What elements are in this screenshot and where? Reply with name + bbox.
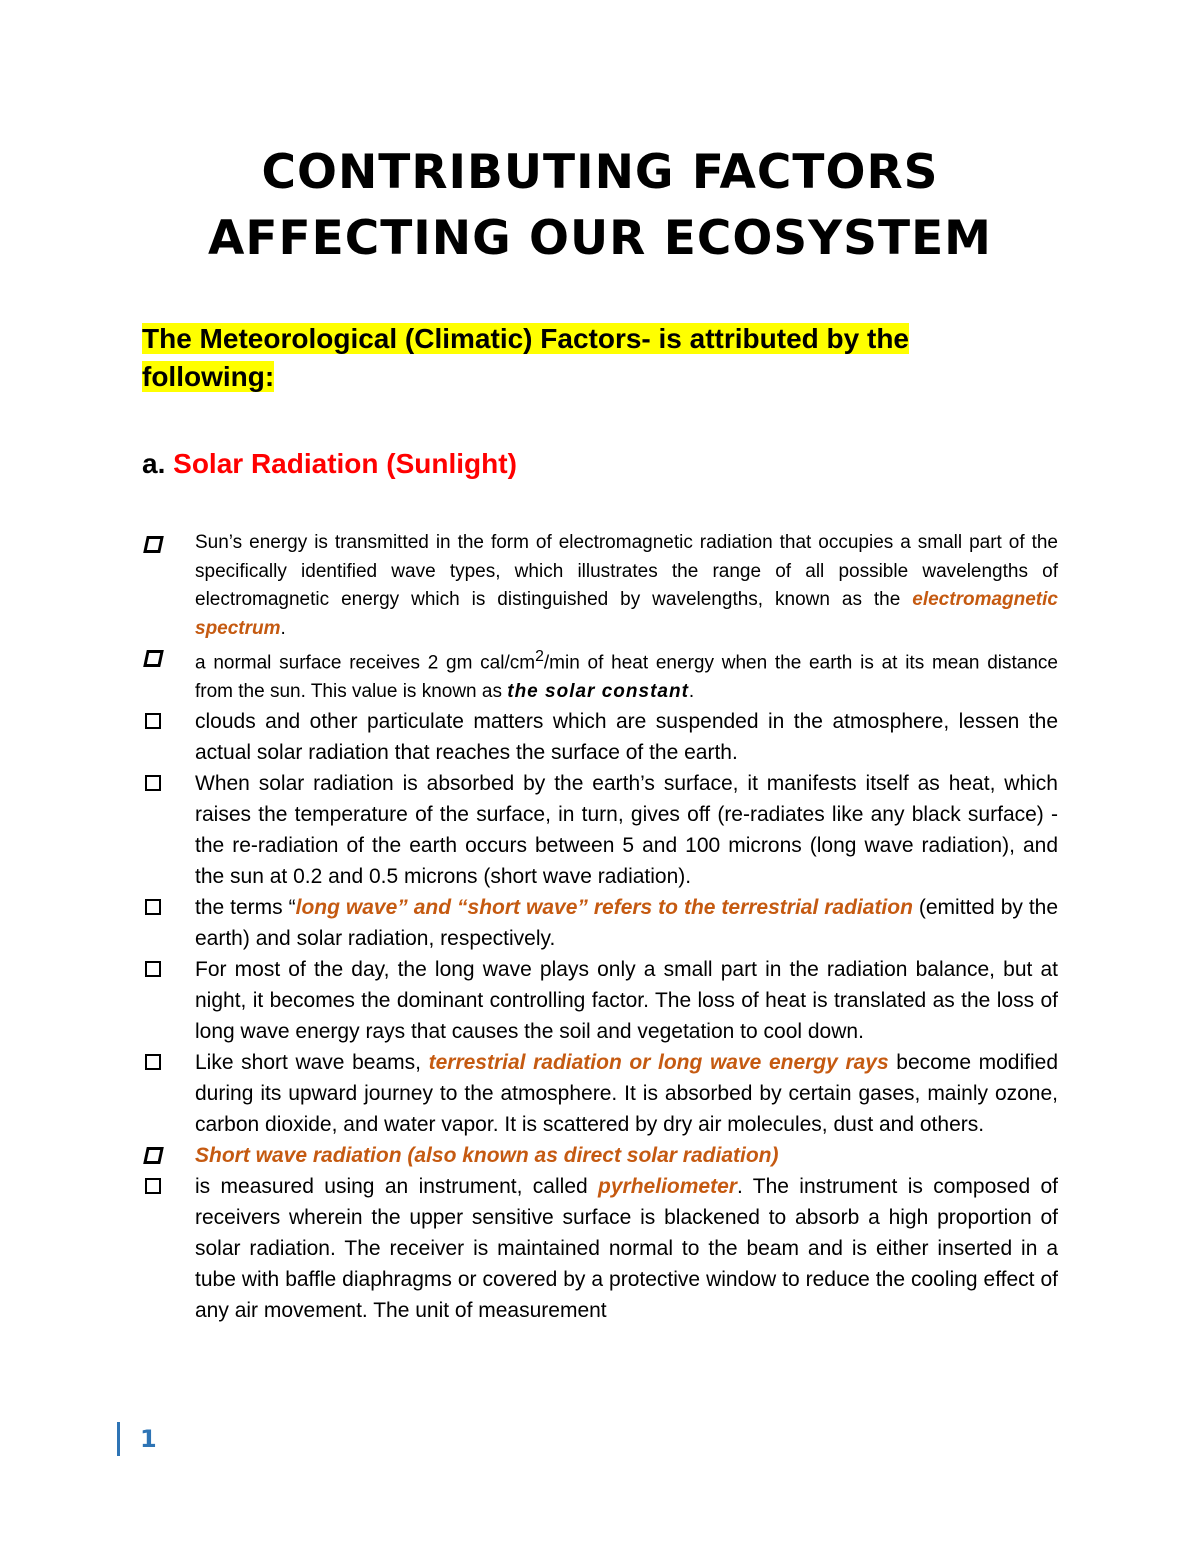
checkbox-bullet-icon (143, 1147, 164, 1164)
list-item: the terms “long wave” and “short wave” refers to the terrestrial radiation (emitted by the earth) and solar radiation, respectively. (142, 892, 1058, 954)
list-item: Sun’s energy is transmitted in the form of electromagnetic radiation that occupies a small part of the specifically identified wave types, which illustrates the range of all possible wavelengths of electromagnetic energy which is distinguished by wavelengths, known as the electromagnetic spectrum. (142, 529, 1058, 643)
checkbox-bullet-icon (145, 899, 161, 915)
checkbox-bullet-icon (145, 1178, 161, 1194)
checkbox-bullet-icon (145, 961, 161, 977)
document-title (0, 140, 1200, 272)
checkbox-bullet-icon (143, 650, 164, 667)
title-line-1: CONTRIBUTING FACTORS (261, 145, 939, 200)
checkbox-bullet-icon (145, 713, 161, 729)
page-number: 1 (140, 1425, 157, 1453)
subheading-text: The Meteorological (Climatic) Factors- is attributed by the following: (142, 323, 909, 392)
list-item: For most of the day, the long wave plays only a small part in the radiation balance, but at night, it becomes the dominant controlling factor. The loss of heat is translated as the loss of long wave energy rays that causes the soil and vegetation to cool down. (142, 954, 1058, 1047)
list-item: is measured using an instrument, called pyrheliometer. The instrument is composed of receivers wherein the upper sensitive surface is blackened to absorb a high proportion of solar radiation. The receiver is maintained normal to the beam and is either inserted in a tube with baffle diaphragms or covered by a protective window to reduce the cooling effect of any air movement. The unit of measurement (142, 1171, 1058, 1326)
title-line-2: AFFECTING OUR ECOSYSTEM (208, 211, 992, 266)
section-letter: a. (142, 448, 166, 479)
bullet-list (142, 529, 1058, 1326)
list-item: clouds and other particulate matters which are suspended in the atmosphere, lessen the actual solar radiation that reaches the surface of the earth. (142, 706, 1058, 768)
checkbox-bullet-icon (145, 775, 161, 791)
subheading (142, 320, 1042, 396)
list-item: Like short wave beams, terrestrial radiation or long wave energy rays become modified during its upward journey to the atmosphere. It is absorbed by certain gases, mainly ozone, carbon dioxide, and water vapor. It is scattered by dry air molecules, dust and others. (142, 1047, 1058, 1140)
checkbox-bullet-icon (143, 536, 164, 553)
list-item: a normal surface receives 2 gm cal/$cm^2/\min$ of heat energy when the earth is at its mean distance from the sun. This value is known as the solar constant. (142, 643, 1058, 706)
section-heading (142, 445, 517, 483)
section-title: Solar Radiation (Sunlight) (173, 448, 517, 479)
checkbox-bullet-icon (145, 1054, 161, 1070)
list-item: Short wave radiation (also known as direct solar radiation) (142, 1140, 1058, 1171)
footer-accent-bar (117, 1422, 120, 1456)
list-item: When solar radiation is absorbed by the earth’s surface, it manifests itself as heat, which raises the temperature of the surface, in turn, gives off (re-radiates like any black surface) -the re-radiation of the earth occurs between 5 and 100 microns (long wave radiation), and the sun at 0.2 and 0.5 microns (short wave radiation). (142, 768, 1058, 892)
